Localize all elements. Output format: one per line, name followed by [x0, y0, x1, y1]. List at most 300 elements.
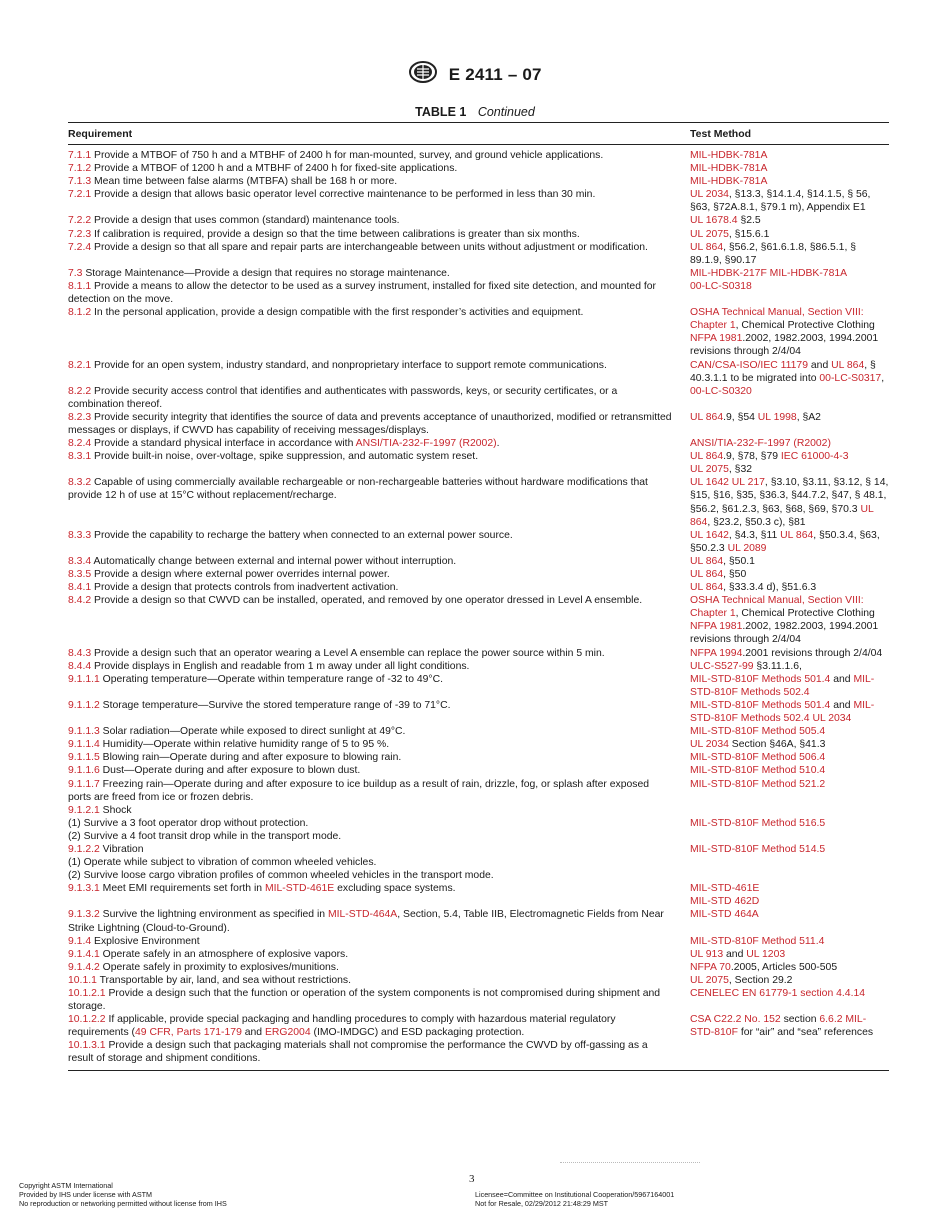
cell-text: Provide a MTBOF of 750 h and a MTBHF of 2400 h for man-mounted, survey, and ground vehicle applications. — [91, 150, 604, 161]
reference-link[interactable]: ERG2004 — [264, 1027, 311, 1039]
cell-text: Section §46A, §41.3 — [728, 739, 826, 751]
requirement-cell — [68, 699, 690, 725]
reference-link[interactable]: UL 864 — [690, 582, 724, 594]
reference-link[interactable]: MIL-HDBK-781A — [690, 176, 768, 188]
reference-link[interactable]: 9.1.4 — [68, 935, 92, 947]
test-method-cell — [690, 359, 889, 385]
reference-link[interactable]: ANSI/TIA-232-F-1997 (R2002) — [355, 438, 497, 450]
reference-link[interactable]: MIL-STD-461E — [264, 883, 335, 895]
reference-link[interactable]: OSHA Technical Manual, Section VIII: Chapter 1 — [690, 307, 864, 332]
requirement-cell — [68, 450, 690, 476]
requirement-cell — [68, 149, 690, 162]
reference-link[interactable]: 8.1.1 — [68, 280, 92, 292]
reference-link[interactable]: MIL-STD-810F Method 506.4 — [690, 752, 826, 764]
table-row — [68, 948, 889, 961]
reference-link[interactable]: MIL-STD-810F Method 516.5 — [690, 817, 826, 829]
test-method-cell — [690, 882, 889, 908]
cell-text: and — [723, 948, 747, 960]
cell-text: If applicable, provide special packaging and handling procedures to comply with hazardous material regulatory requirements ( — [68, 1014, 616, 1039]
requirement-cell — [68, 882, 690, 908]
document-header — [0, 60, 950, 89]
table-row — [68, 1039, 889, 1065]
cell-text: , §50.3.4, §63, §50.2.3 — [690, 529, 880, 554]
reference-link[interactable]: 7.1.2 — [68, 163, 92, 175]
cell-text: Provide a design such that the function or operation of the system components is not compromised during shipment and storage. — [68, 988, 661, 1013]
test-method-cell — [690, 908, 889, 934]
divider — [560, 1162, 700, 1163]
table-row — [68, 660, 889, 673]
cell-text: (1) Operate while subject to vibration of common wheeled vehicles. — [68, 857, 377, 869]
reference-link[interactable]: 8.2.2 — [68, 385, 92, 397]
reference-link[interactable]: MIL-STD-810F Methods 501.4 — [690, 699, 831, 711]
reference-link[interactable]: 9.1.4.2 — [68, 961, 100, 973]
reference-link[interactable]: 8.4.1 — [68, 582, 92, 594]
test-method-cell — [690, 175, 889, 188]
cell-text: Provide a design such that an operator wearing a Level A ensemble can replace the power source within 5 min. — [91, 647, 605, 659]
requirement-cell — [68, 162, 690, 175]
table-row — [68, 581, 889, 594]
page-number: 3 — [469, 1173, 475, 1185]
cell-text: (IMO-IMDGC) and ESD packaging protection. — [310, 1027, 525, 1039]
reference-link[interactable]: 8.3.3 — [68, 529, 92, 541]
reference-link[interactable]: 00-LC-S0320 — [690, 385, 752, 397]
test-method-cell — [690, 162, 889, 175]
cell-text: (2) Survive loose cargo vibration profiles of common wheeled vehicles in the transport mode. — [68, 870, 494, 882]
table-row — [68, 699, 889, 725]
cell-text: If calibration is required, provide a design so that the time between calibrations is greater than six months. — [91, 228, 580, 240]
footer-left — [19, 1181, 227, 1208]
reference-link[interactable]: MIL-STD-461E — [690, 883, 760, 895]
reference-link[interactable]: UL 1203 — [746, 948, 786, 960]
reference-link[interactable]: UL 1642 — [690, 477, 729, 489]
requirement-cell — [68, 948, 690, 961]
cell-text: Provide built-in noise, over-voltage, spike suppression, and automatic system reset. — [91, 451, 479, 463]
cell-text: Dust—Operate during and after exposure to blown dust. — [99, 765, 361, 777]
cell-text: Provide a design that protects controls from inadvertent activation. — [91, 582, 399, 594]
cell-text: §2.5 — [737, 215, 761, 227]
reference-link[interactable]: 10.1.2.1 — [68, 988, 106, 999]
requirement-cell — [68, 1013, 690, 1039]
reference-link[interactable]: 9.1.1.7 — [68, 778, 100, 790]
requirement-cell — [68, 1039, 690, 1065]
cell-text: Storage Maintenance—Provide a design that requires no storage maintenance. — [82, 267, 450, 279]
table-row — [68, 568, 889, 581]
cell-text: section — [780, 1014, 820, 1026]
reference-link[interactable]: MIL-STD 462D — [690, 896, 760, 908]
cell-text: In the personal application, provide a design compatible with the first responder’s activities and equipment. — [91, 307, 584, 319]
reference-link[interactable]: 9.1.1.1 — [68, 673, 100, 685]
test-method-cell — [690, 647, 889, 660]
table-row — [68, 1013, 889, 1039]
cell-text: Provide a MTBOF of 1200 h and a MTBHF of 2400 h for fixed-site applications. — [91, 163, 458, 175]
reference-link[interactable]: 7.1.3 — [68, 176, 92, 188]
reference-link[interactable]: MIL-STD 464A — [690, 909, 759, 921]
requirement-cell — [68, 411, 690, 437]
footer-line: Not for Resale, 02/29/2012 21:48:29 MST — [475, 1199, 609, 1208]
requirement-cell — [68, 568, 690, 581]
cell-text: Provide security access control that identifies and authenticates with passwords, keys, or security certificates, or a combination thereof. — [68, 385, 618, 410]
table-row — [68, 175, 889, 188]
table-row — [68, 241, 889, 267]
reference-link[interactable]: 8.3.4 — [68, 555, 92, 567]
table-row — [68, 594, 889, 646]
reference-link[interactable]: 10.1.3.1 — [68, 1040, 106, 1052]
test-method-cell — [690, 764, 889, 777]
reference-link[interactable]: UL 2075 — [690, 228, 729, 240]
cell-text: Meet EMI requirements set forth in — [99, 883, 265, 895]
reference-link[interactable]: NFPA 70 — [690, 961, 731, 973]
cell-text: .9, §78, §79 — [723, 451, 781, 463]
reference-link[interactable]: 8.1.2 — [68, 307, 92, 319]
requirement-cell — [68, 987, 690, 1013]
cell-text: .2001 revisions through 2/4/04 — [742, 647, 883, 659]
cell-text: , Chemical Protective Clothing — [735, 320, 875, 332]
requirement-cell — [68, 725, 690, 738]
test-method-cell — [690, 778, 889, 804]
reference-link[interactable]: UL 864 — [831, 359, 865, 371]
table-row — [68, 450, 889, 476]
reference-link[interactable]: MIL-STD-810F Method 511.4 — [690, 935, 825, 947]
reference-link[interactable]: 7.3 — [68, 267, 83, 279]
cell-text: Operate safely in proximity to explosives/munitions. — [99, 961, 339, 973]
cell-text: .2002, 1982.2003, 1994.2001 revisions through 2/4/04 — [690, 621, 879, 646]
reference-link[interactable]: 7.2.2 — [68, 215, 92, 227]
reference-link[interactable]: 9.1.1.3 — [68, 726, 100, 738]
cell-text: Provide a standard physical interface in accordance with — [91, 438, 356, 450]
reference-link[interactable]: 8.4.2 — [68, 595, 92, 607]
test-method-cell — [690, 581, 889, 594]
reference-link[interactable]: 8.2.4 — [68, 438, 92, 450]
table-row — [68, 149, 889, 162]
reference-link[interactable]: UL 864 — [780, 529, 814, 541]
requirement-cell — [68, 175, 690, 188]
cell-text: (1) Survive a 3 foot operator drop without protection. — [68, 817, 309, 829]
table-header-row — [68, 123, 889, 144]
test-method-cell — [690, 267, 889, 280]
reference-link[interactable]: 9.1.3.2 — [68, 909, 100, 921]
reference-link[interactable]: 7.1.1 — [68, 150, 92, 161]
column-header-test-method: Test Method — [690, 127, 752, 140]
test-method-cell — [690, 935, 889, 948]
cell-text: (2) Survive a 4 foot transit drop while in the transport mode. — [68, 830, 342, 842]
reference-link[interactable]: UL 2075 — [690, 974, 729, 986]
table-row — [68, 961, 889, 974]
cell-text: , §15.6.1 — [728, 228, 770, 240]
test-method-cell — [690, 476, 889, 528]
cell-text: Automatically change between external and internal power without interruption. — [91, 555, 457, 567]
reference-link[interactable]: 00-LC-S0317 — [819, 372, 882, 384]
reference-link[interactable]: NFPA 1981 — [690, 333, 743, 345]
requirement-cell — [68, 594, 690, 646]
astm-logo-icon — [408, 60, 438, 89]
table-row — [68, 751, 889, 764]
reference-link[interactable]: UL 2089 — [727, 542, 767, 554]
test-method-cell — [690, 306, 889, 358]
reference-link[interactable]: CSA C22.2 No. 152 — [690, 1014, 781, 1026]
requirement-cell — [68, 764, 690, 777]
test-method-cell — [690, 961, 889, 974]
table-row — [68, 385, 889, 411]
test-method-cell — [690, 725, 889, 738]
requirement-cell — [68, 476, 690, 528]
table-row — [68, 188, 889, 214]
table-bottom-rule — [68, 1070, 889, 1071]
test-method-cell — [690, 241, 889, 267]
reference-link[interactable]: 8.3.5 — [68, 569, 92, 580]
cell-text: Shock — [99, 804, 132, 816]
reference-link[interactable]: 9.1.4.1 — [68, 948, 100, 960]
cell-text: Solar radiation—Operate while exposed to direct sunlight at 49°C. — [99, 726, 406, 738]
cell-text: , — [881, 372, 885, 384]
footer-line: Licensee=Committee on Institutional Cooperation/5967164001 — [475, 1190, 675, 1199]
reference-link[interactable]: MIL-STD-810F Methods 502.4 — [690, 673, 875, 698]
cell-text: Capable of using commercially available rechargeable or non-rechargeable batteries without hardware modifications that provide 12 h of use at 15°C without replacement/recharge. — [68, 477, 648, 502]
cell-text: Storage temperature—Survive the stored temperature range of -39 to 71°C. — [99, 699, 451, 711]
reference-link[interactable]: NFPA 1994 — [690, 647, 743, 659]
table-row — [68, 974, 889, 987]
reference-link[interactable]: MIL-HDBK-781A — [690, 150, 768, 161]
reference-link[interactable]: MIL-STD-810F Method 505.4 — [690, 726, 826, 738]
requirement-cell — [68, 660, 690, 673]
reference-link[interactable]: UL 864 — [690, 451, 724, 463]
reference-link[interactable]: CENELEC EN 61779-1 section 4.4.14 — [690, 988, 866, 999]
table-row — [68, 673, 889, 699]
cell-text: Explosive Environment — [91, 935, 200, 947]
reference-link[interactable]: 8.3.2 — [68, 477, 92, 489]
cell-text: , § 40.3.1.1 to be migrated into — [690, 359, 876, 384]
requirement-cell — [68, 647, 690, 660]
cell-text: Blowing rain—Operate during and after exposure to blowing rain. — [99, 752, 402, 764]
reference-link[interactable]: 9.1.1.2 — [68, 699, 100, 711]
reference-link[interactable]: MIL-STD-810F Method 521.2 — [690, 778, 826, 790]
test-method-cell — [690, 228, 889, 241]
reference-link[interactable]: UL 864 — [690, 503, 874, 528]
reference-link[interactable]: UL 1642 — [690, 529, 729, 541]
reference-link[interactable]: 10.1.1 — [68, 974, 97, 986]
test-method-cell — [690, 804, 889, 843]
cell-text: Provide a design so that CWVD can be installed, operated, and removed by one operator dressed in Level A ensemble. — [91, 595, 643, 607]
test-method-cell — [690, 660, 889, 673]
test-method-cell — [690, 1013, 889, 1039]
reference-link[interactable]: MIL-HDBK-217F MIL-HDBK-781A — [690, 267, 848, 279]
table-row — [68, 882, 889, 908]
reference-link[interactable]: OSHA Technical Manual, Section VIII: Chapter 1 — [690, 595, 864, 620]
table-row — [68, 280, 889, 306]
requirement-cell — [68, 908, 690, 934]
reference-link[interactable]: NFPA 1981 — [690, 621, 743, 633]
requirement-cell — [68, 228, 690, 241]
test-method-cell — [690, 843, 889, 882]
test-method-cell — [690, 1039, 889, 1065]
requirement-cell — [68, 188, 690, 214]
requirement-cell — [68, 935, 690, 948]
reference-link[interactable]: MIL-STD-810F Method 510.4 — [690, 765, 826, 777]
reference-link[interactable]: 9.1.2.2 — [68, 843, 100, 855]
requirement-cell — [68, 306, 690, 358]
reference-link[interactable]: CAN/CSA-ISO/IEC 11179 — [690, 359, 808, 371]
table-row — [68, 476, 889, 528]
reference-link[interactable]: 8.4.4 — [68, 660, 92, 672]
test-method-cell — [690, 751, 889, 764]
reference-link[interactable]: MIL-STD-810F Methods 502.4 UL 2034 — [690, 699, 875, 725]
reference-link[interactable]: 7.2.3 — [68, 228, 92, 240]
reference-link[interactable]: 8.2.3 — [68, 411, 92, 423]
reference-link[interactable]: 49 CFR, Parts 171-179 — [135, 1027, 242, 1039]
table-row — [68, 738, 889, 751]
test-method-cell — [690, 188, 889, 214]
table-row — [68, 778, 889, 804]
reference-link[interactable]: UL 864 — [690, 411, 724, 423]
reference-link[interactable]: 00-LC-S0318 — [690, 280, 752, 292]
cell-text: Provide a design such that packaging materials shall not compromise the performance the CWVD by off-gassing as a result of storage and shipment conditions. — [68, 1040, 648, 1065]
requirement-cell — [68, 214, 690, 227]
footer-line: Copyright ASTM International — [19, 1181, 113, 1190]
cell-text: and — [830, 699, 854, 711]
table-body — [68, 145, 889, 1066]
reference-link[interactable]: UL 2034 — [690, 739, 729, 751]
test-method-cell — [690, 385, 889, 411]
footer-line: No reproduction or networking permitted without license from IHS — [19, 1199, 227, 1208]
cell-text: . — [496, 438, 500, 450]
table-row — [68, 647, 889, 660]
reference-link[interactable]: IEC 61000-4-3 — [780, 451, 849, 463]
test-method-cell — [690, 280, 889, 306]
cell-text: , §4.3, §11 — [728, 529, 781, 541]
reference-link[interactable]: UL 217 — [731, 477, 765, 489]
requirement-cell — [68, 581, 690, 594]
test-method-cell — [690, 437, 889, 450]
cell-text: , §3.10, §3.11, §3.12, § 14, §15, §16, §35, §36.3, §44.7.2, §47, § 48.1, §56.2, §61.2.3, §63, §68, §69, §70.3 — [690, 477, 889, 515]
reference-link[interactable]: UL 1998 — [757, 411, 797, 423]
reference-link[interactable]: 8.3.1 — [68, 451, 92, 463]
test-method-cell — [690, 594, 889, 646]
table-caption — [0, 105, 950, 119]
cell-text: Operate safely in an atmosphere of explosive vapors. — [99, 948, 349, 960]
table-row — [68, 908, 889, 934]
cell-text: Provide a design that allows basic operator level corrective maintenance to be performed in less than 30 min. — [91, 189, 596, 201]
cell-text: .2002, 1982.2003, 1994.2001 revisions through 2/4/04 — [690, 333, 879, 358]
reference-link[interactable]: 8.4.3 — [68, 647, 92, 659]
table-row — [68, 843, 889, 882]
reference-link[interactable]: 7.2.1 — [68, 189, 92, 201]
table-row — [68, 228, 889, 241]
cell-text: , Section, 5.4, Table IIB, Electromagnetic Fields from Near Strike Lightning (Cloud-to-Ground). — [68, 909, 664, 934]
reference-link[interactable]: MIL-STD-810F Methods 501.4 — [690, 673, 831, 685]
cell-text: Transportable by air, land, and sea without restrictions. — [96, 974, 352, 986]
reference-link[interactable]: UL 2034 — [690, 189, 729, 201]
footer-right — [475, 1190, 674, 1208]
cell-text: Provide for an open system, industry standard, and nonproprietary interface to support remote communications. — [91, 359, 607, 371]
requirement-cell — [68, 673, 690, 699]
requirement-cell — [68, 738, 690, 751]
table-row — [68, 987, 889, 1013]
reference-link[interactable]: MIL-HDBK-781A — [690, 163, 768, 175]
cell-text: Freezing rain—Operate during and after exposure to ice buildup as a result of rain, drizzle, fog, or splash after exposed ports are freed from ice or frozen debris. — [68, 778, 650, 803]
cell-text: Provide the capability to recharge the battery when connected to an external power source. — [91, 529, 513, 541]
reference-link[interactable]: UL 1678.4 — [690, 215, 738, 227]
cell-text: for “air” and “sea” references — [737, 1027, 874, 1039]
reference-link[interactable]: MIL-STD-810F Method 514.5 — [690, 843, 826, 855]
table-row — [68, 529, 889, 555]
cell-text: , Section 29.2 — [728, 974, 793, 986]
reference-link[interactable]: 10.1.2.2 — [68, 1014, 106, 1026]
cell-text: Mean time between false alarms (MTBFA) shall be 168 h or more. — [91, 176, 398, 188]
reference-link[interactable]: 9.1.3.1 — [68, 883, 100, 895]
reference-link[interactable]: UL 864 — [690, 555, 724, 567]
table-row — [68, 267, 889, 280]
table-row — [68, 555, 889, 568]
cell-text: , §50 — [723, 569, 747, 580]
requirement-cell — [68, 241, 690, 267]
reference-link[interactable]: UL 864 — [690, 241, 724, 253]
reference-link[interactable]: 7.2.4 — [68, 241, 92, 253]
test-method-cell — [690, 987, 889, 1013]
cell-text: and — [808, 359, 832, 371]
cell-text: Provide displays in English and readable from 1 m away under all light conditions. — [91, 660, 470, 672]
table-row — [68, 764, 889, 777]
requirement-cell — [68, 437, 690, 450]
reference-link[interactable]: UL 864 — [690, 569, 724, 580]
cell-text: and — [241, 1027, 265, 1039]
requirement-cell — [68, 961, 690, 974]
cell-text: Provide a design so that all spare and repair parts are interchangeable between units without adjustment or modification. — [91, 241, 648, 253]
reference-link[interactable]: ANSI/TIA-232-F-1997 (R2002) — [690, 438, 831, 450]
cell-text: Survive the lightning environment as specified in — [99, 909, 328, 921]
cell-text: .2005, Articles 500-505 — [730, 961, 838, 973]
test-method-cell — [690, 673, 889, 699]
table-row — [68, 437, 889, 450]
requirement-cell — [68, 751, 690, 764]
footer-line: Provided by IHS under license with ASTM — [19, 1190, 153, 1199]
cell-text: Provide a design where external power overrides internal power. — [91, 569, 390, 580]
test-method-cell — [690, 450, 889, 476]
requirement-cell — [68, 529, 690, 555]
table-row — [68, 214, 889, 227]
reference-link[interactable]: 9.1.1.4 — [68, 739, 100, 751]
reference-link[interactable]: 6.6.2 MIL-STD-810F — [690, 1014, 867, 1039]
cell-text: Vibration — [99, 843, 144, 855]
table-row — [68, 306, 889, 358]
reference-link[interactable]: MIL-STD-464A — [327, 909, 398, 921]
test-method-cell — [690, 555, 889, 568]
table-row — [68, 804, 889, 843]
requirement-cell — [68, 385, 690, 411]
table-row — [68, 935, 889, 948]
reference-link[interactable]: UL 2075 — [690, 464, 729, 476]
test-method-cell — [690, 699, 889, 725]
reference-link[interactable]: ULC-S527-99 — [690, 660, 754, 672]
reference-link[interactable]: 9.1.1.6 — [68, 765, 100, 777]
standard-designation: E 2411 – 07 — [448, 64, 542, 84]
cell-text: Provide a design that uses common (standard) maintenance tools. — [91, 215, 400, 227]
column-header-requirement: Requirement — [68, 127, 133, 140]
test-method-cell — [690, 411, 889, 437]
reference-link[interactable]: 8.2.1 — [68, 359, 92, 371]
reference-link[interactable]: UL 913 — [690, 948, 724, 960]
table-row — [68, 725, 889, 738]
cell-text: , §A2 — [796, 411, 821, 423]
reference-link[interactable]: 9.1.1.5 — [68, 752, 100, 764]
cell-text: , Chemical Protective Clothing — [735, 608, 875, 620]
test-method-cell — [690, 149, 889, 162]
requirement-cell — [68, 778, 690, 804]
cell-text: , §50.1 — [723, 555, 755, 567]
test-method-cell — [690, 738, 889, 751]
reference-link[interactable]: 9.1.2.1 — [68, 804, 100, 816]
requirement-cell — [68, 267, 690, 280]
cell-text: §3.11.1.6, — [753, 660, 802, 672]
cell-text: , §56.2, §61.6.1.8, §86.5.1, § 89.1.9, §90.17 — [690, 241, 857, 266]
